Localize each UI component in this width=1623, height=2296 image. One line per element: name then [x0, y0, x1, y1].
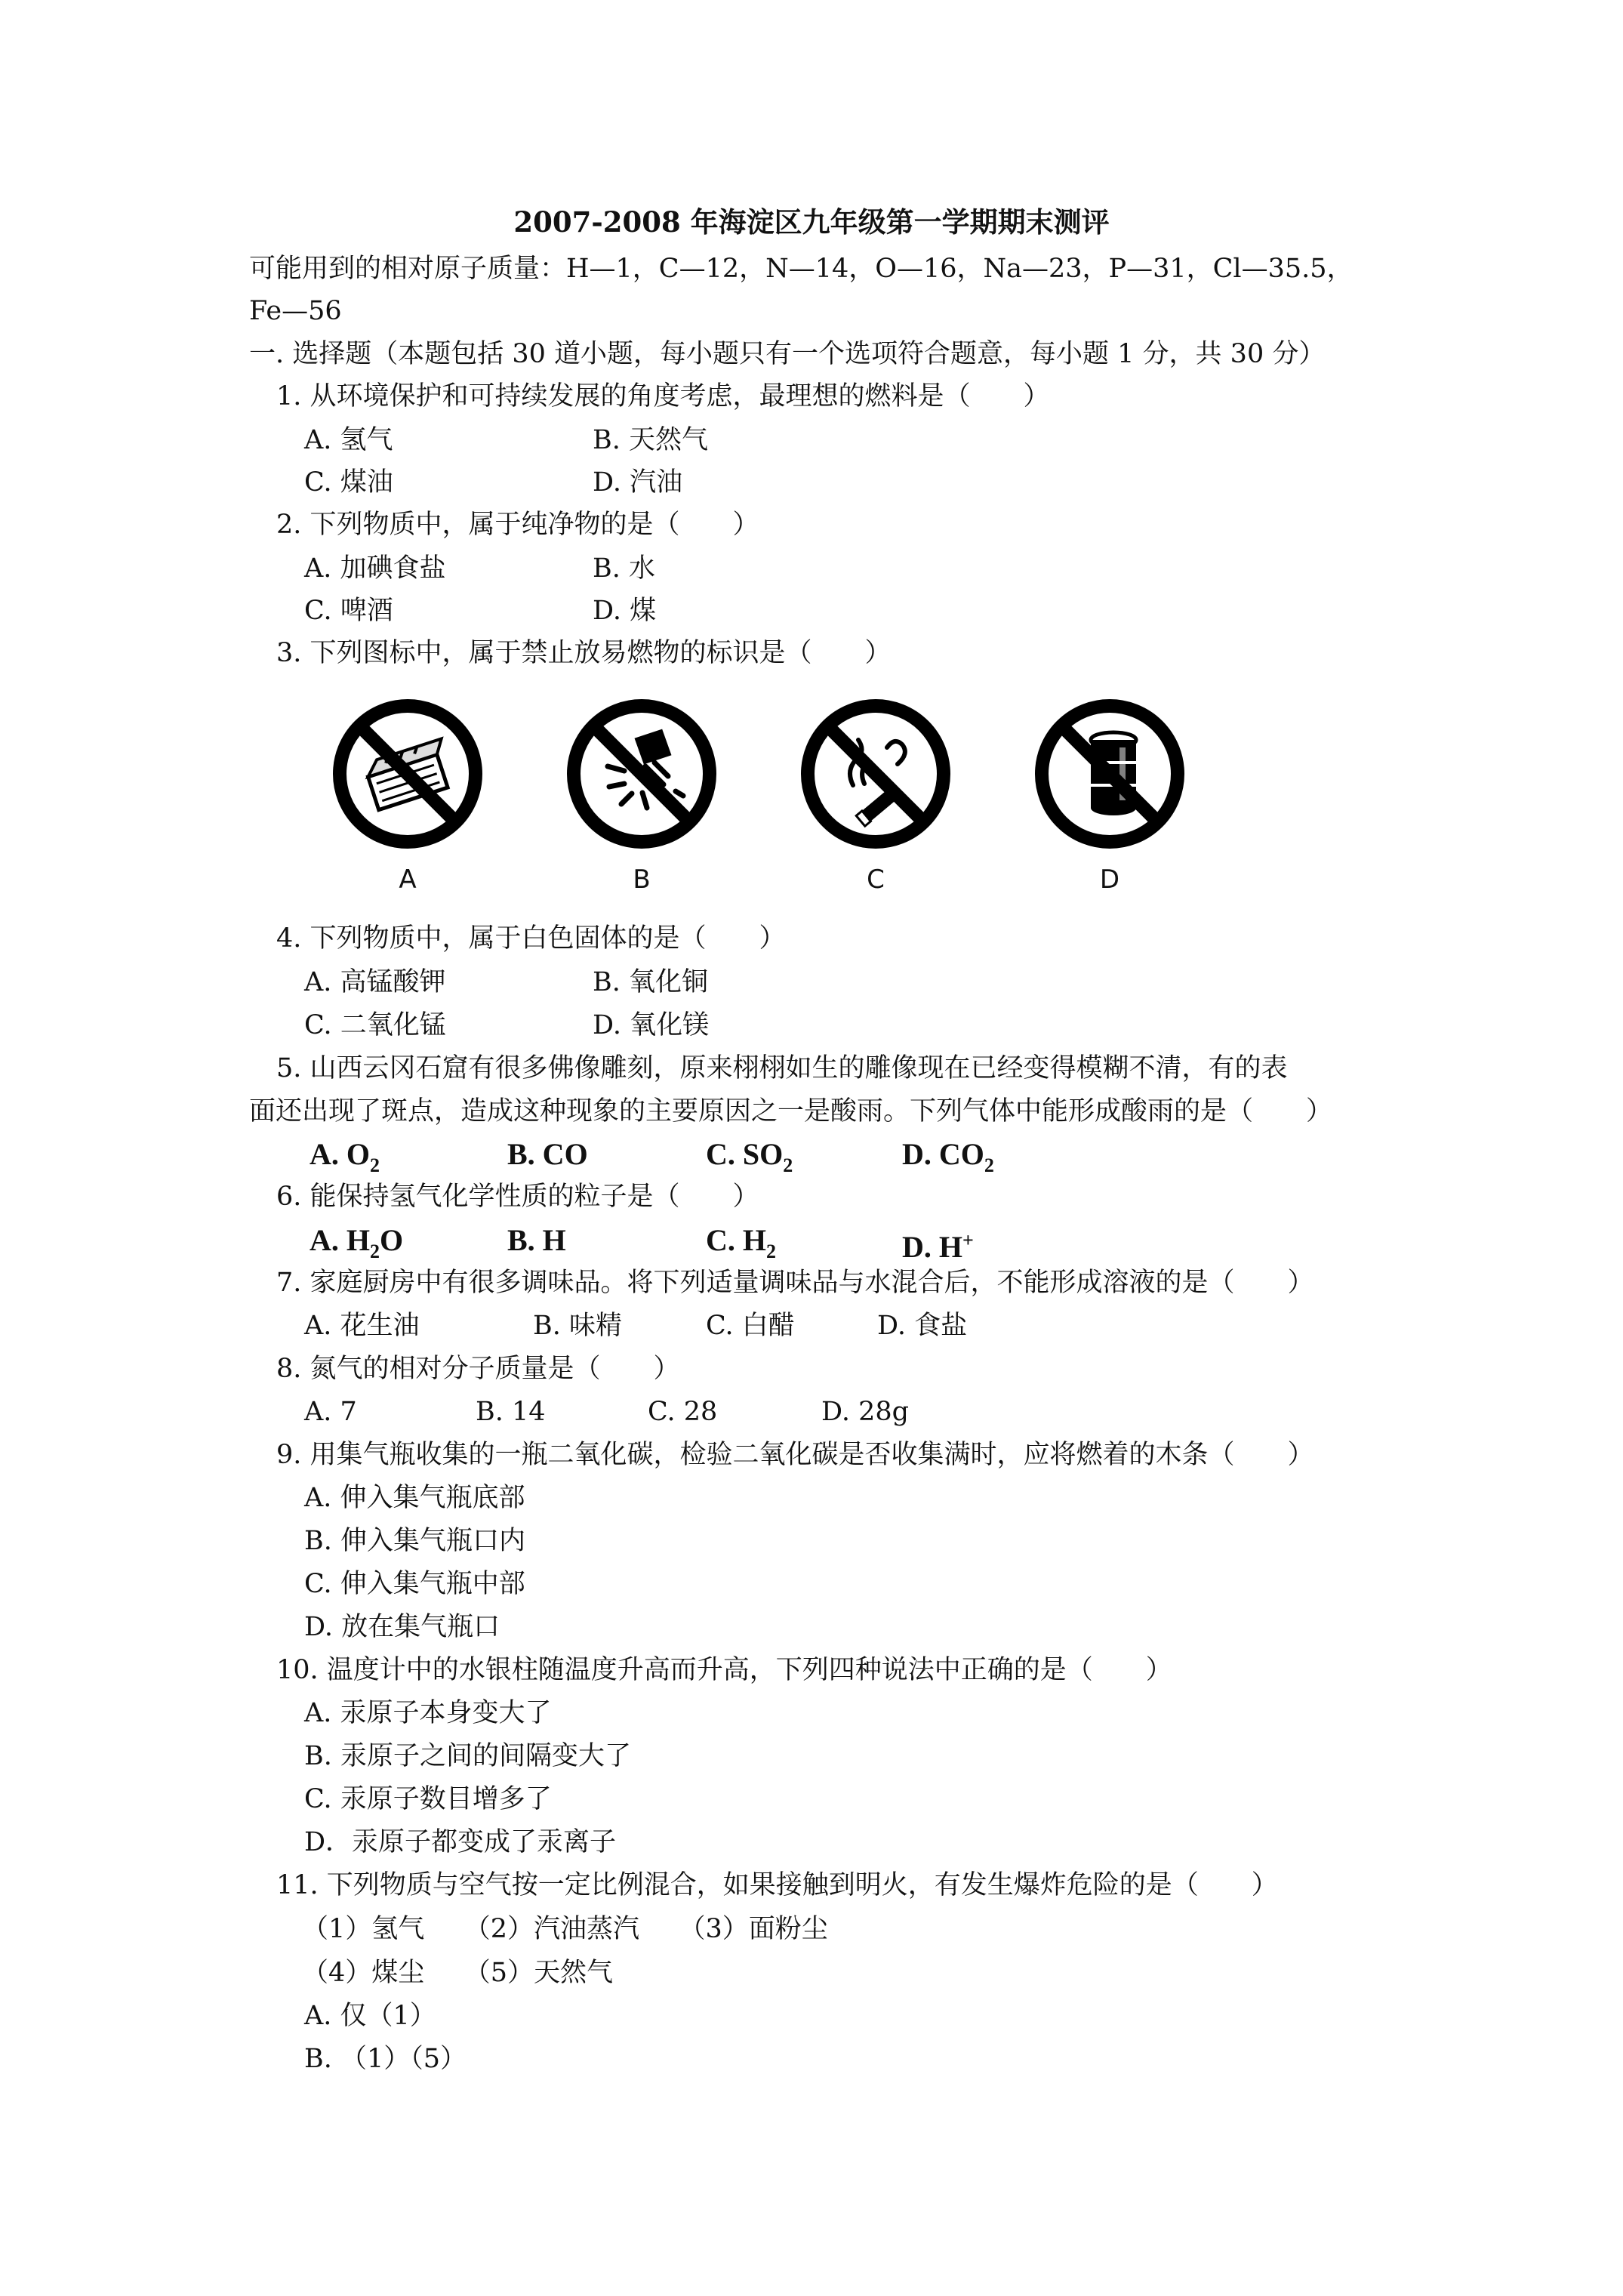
question-10-option-a: A. 汞原子本身变大了: [304, 1698, 552, 1728]
question-11-option-a: A. 仅（1）: [304, 2001, 436, 2031]
question-5-stem-line-1: 5. 山西云冈石窟有很多佛像雕刻，原来栩栩如生的雕像现在已经变得模糊不清，有的表: [276, 1053, 1288, 1083]
atomic-masses-line-1: 可能用到的相对原子质量：H—1，C—12，N—14，O—16，Na—23，P—31，Cl—35.5，: [249, 254, 1354, 284]
question-5-option-c: C. $SO_2$: [706, 1137, 793, 1176]
question-3-stem: 3. 下列图标中，属于禁止放易燃物的标识是（ ）: [276, 638, 892, 668]
question-4-option-b: B. 氧化铜: [593, 967, 708, 997]
question-11-items-line-2: （4）煤尘 （5）天然气: [302, 1958, 614, 1988]
question-4-option-c: C. 二氧化锰: [304, 1010, 446, 1040]
question-4-option-d: D. 氧化镁: [593, 1010, 710, 1040]
question-6-option-c: C. $H_2$: [706, 1223, 776, 1262]
question-9-stem: 9. 用集气瓶收集的一瓶二氧化碳，检验二氧化碳是否收集满时，应将燃着的木条（ ）: [276, 1440, 1314, 1470]
question-5-option-b: B. CO: [507, 1137, 588, 1171]
question-1-stem: 1. 从环境保护和可持续发展的角度考虑，最理想的燃料是（ ）: [276, 381, 1050, 411]
question-5-option-d: D. $CO_2$: [902, 1137, 994, 1176]
question-9-option-d: D. 放在集气瓶口: [304, 1612, 500, 1642]
question-10-stem: 10. 温度计中的水银柱随温度升高而升高，下列四种说法中正确的是（ ）: [276, 1655, 1172, 1685]
question-5-option-a: A. $O_2$: [310, 1137, 380, 1176]
question-2-option-a: A. 加碘食盐: [304, 553, 446, 584]
question-9-option-b: B. 伸入集气瓶口内: [304, 1526, 525, 1556]
question-4-option-a: A. 高锰酸钾: [304, 967, 446, 997]
section-1-header: 一. 选择题（本题包括 30 道小题，每小题只有一个选项符合题意，每小题 1 分，共 30 分）: [249, 339, 1326, 369]
question-11-stem: 11. 下列物质与空气按一定比例混合，如果接触到明火，有发生爆炸危险的是（ ）: [276, 1870, 1278, 1900]
question-6-option-d: D. H+: [902, 1229, 974, 1264]
question-7-option-b: B. 味精: [533, 1311, 622, 1341]
question-2-option-d: D. 煤: [593, 596, 657, 626]
question-11-option-b: B. （1）（5）: [304, 2044, 467, 2074]
question-7-option-d: D. 食盐: [877, 1311, 968, 1341]
question-2-option-b: B. 水: [593, 553, 655, 584]
sign-label-b: B: [633, 864, 651, 895]
question-5-stem-line-2: 面还出现了斑点，造成这种现象的主要原因之一是酸雨。下列气体中能形成酸雨的是（ ）: [249, 1096, 1333, 1126]
atomic-masses-line-2: Fe—56: [249, 296, 342, 326]
question-2-option-c: C. 啤酒: [304, 596, 393, 626]
no-fireworks-icon: [562, 695, 721, 853]
sign-label-c: C: [867, 864, 885, 895]
question-2-stem: 2. 下列物质中，属于纯净物的是（ ）: [276, 510, 759, 540]
question-8-option-a: A. 7: [304, 1397, 357, 1427]
no-smoking-icon: [796, 695, 955, 853]
question-9-option-a: A. 伸入集气瓶底部: [304, 1483, 525, 1513]
question-8-option-c: C. 28: [648, 1397, 718, 1427]
question-8-stem: 8. 氮气的相对分子质量是（ ）: [276, 1354, 680, 1384]
question-7-option-a: A. 花生油: [304, 1311, 420, 1341]
question-1-option-d: D. 汽油: [593, 467, 683, 498]
page-title: 2007-2008 年海淀区九年级第一学期期末测评: [513, 205, 1110, 239]
question-1-option-b: B. 天然气: [593, 425, 708, 455]
question-9-option-c: C. 伸入集气瓶中部: [304, 1569, 525, 1599]
question-6-option-a: A. $H_2O$: [310, 1223, 404, 1262]
sign-label-d: D: [1099, 864, 1120, 895]
no-flammable-drum-icon: [1030, 695, 1189, 853]
question-1-option-c: C. 煤油: [304, 467, 393, 498]
no-matches-icon: [328, 695, 487, 853]
question-4-stem: 4. 下列物质中，属于白色固体的是（ ）: [276, 923, 786, 954]
question-6-option-b: B. H: [507, 1223, 566, 1257]
question-1-option-a: A. 氢气: [304, 425, 393, 455]
question-10-option-b: B. 汞原子之间的间隔变大了: [304, 1741, 631, 1771]
question-10-option-c: C. 汞原子数目增多了: [304, 1784, 552, 1814]
sign-label-a: A: [399, 864, 417, 895]
question-8-option-d: D. 28g: [821, 1397, 910, 1427]
question-7-stem: 7. 家庭厨房中有很多调味品。将下列适量调味品与水混合后，不能形成溶液的是（ ）: [276, 1268, 1314, 1298]
question-7-option-c: C. 白醋: [706, 1311, 795, 1341]
question-6-stem: 6. 能保持氢气化学性质的粒子是（ ）: [276, 1182, 759, 1212]
question-8-option-b: B. 14: [476, 1397, 546, 1427]
question-10-option-d: D．汞原子都变成了汞离子: [304, 1827, 617, 1857]
question-11-items-line-1: （1）氢气 （2）汽油蒸汽 （3）面粉尘: [302, 1914, 828, 1944]
